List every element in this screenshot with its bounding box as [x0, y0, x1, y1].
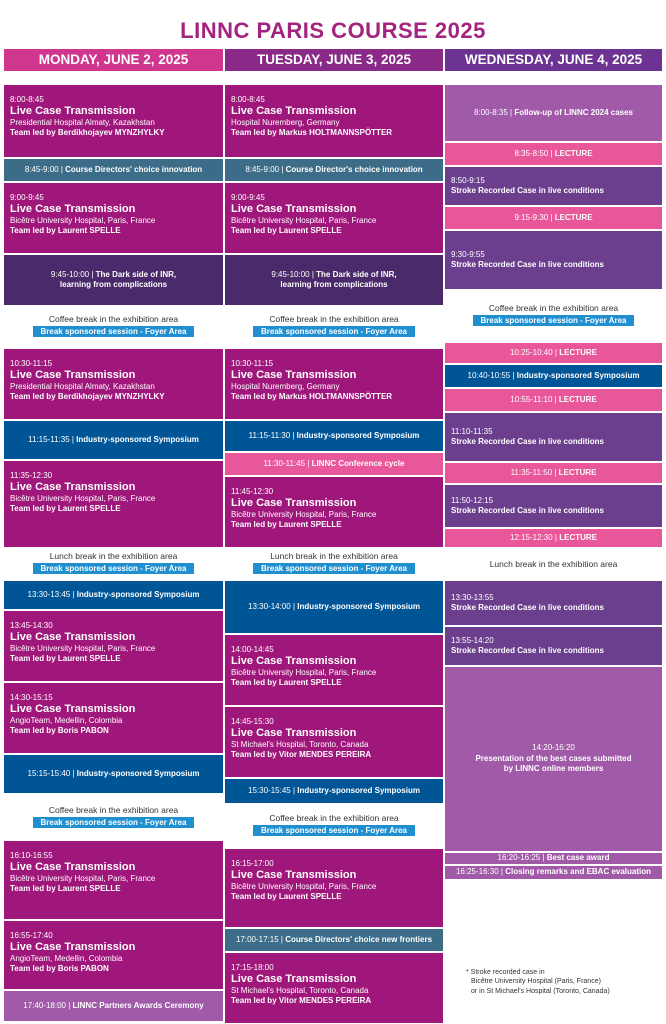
- session-label: LECTURE: [554, 212, 593, 222]
- session-time: 17:15-18:00: [231, 963, 274, 972]
- session-lead: Team led by Laurent SPELLE: [231, 520, 342, 530]
- wednesday-session-lecture: [445, 207, 662, 229]
- session-time: 8:00-8:45: [231, 95, 265, 104]
- wednesday-session-lecture: [445, 143, 662, 165]
- monday-session-live-case: [4, 85, 223, 157]
- break-sponsor-badge: Break sponsored session - Foyer Area: [253, 326, 415, 337]
- session-time: 13:30-14:00 |: [248, 601, 298, 611]
- session-label: Stroke Recorded Case in live conditions: [451, 506, 604, 515]
- session-time: 17:40-18:00 |: [23, 1000, 73, 1010]
- session-lead: Team led by Laurent SPELLE: [10, 654, 121, 664]
- session-location: Bicêtre University Hospital, Paris, France: [231, 668, 377, 678]
- session-time: 14:45-15:30: [231, 717, 274, 726]
- session-label-line2: learning from complications: [280, 280, 388, 289]
- break-text: Lunch break in the exhibition area: [489, 559, 618, 569]
- monday-coffee-break: [4, 805, 223, 828]
- session-title: Live Case Transmission: [231, 497, 357, 510]
- break-sponsor-badge: Break sponsored session - Foyer Area: [33, 817, 195, 828]
- monday-session-live-case: [4, 349, 223, 419]
- session-label-line2: learning from complications: [59, 280, 168, 289]
- session-lead: Team led by Laurent SPELLE: [10, 504, 121, 514]
- monday-session-awards: [4, 991, 223, 1021]
- session-label: LECTURE: [559, 532, 597, 542]
- break-sponsor-badge: Break sponsored session - Foyer Area: [253, 825, 415, 836]
- monday-session-live-case: [4, 921, 223, 989]
- tuesday-session-live-case: [225, 707, 443, 777]
- footnote-line: Bicêtre University Hospital (Paris, France): [471, 978, 601, 986]
- session-time: 9:45-10:00 |: [50, 269, 96, 279]
- session-time: 11:50-12:15: [451, 495, 494, 505]
- session-time: 17:00-17:15 |: [235, 934, 286, 944]
- session-label: Industry-sponsored Symposium: [297, 601, 420, 611]
- wednesday-session-symposium: [445, 365, 662, 387]
- tuesday-session-symposium: [225, 421, 443, 451]
- session-label: Stroke Recorded Case in live conditions: [451, 603, 604, 612]
- session-label: LECTURE: [559, 347, 597, 357]
- session-time: 16:15-17:00: [231, 859, 274, 868]
- session-label: Industry-sponsored Symposium: [297, 785, 420, 795]
- tuesday-session-new-frontiers: [225, 929, 443, 951]
- wednesday-coffee-break: [445, 303, 662, 326]
- session-time: 14:30-15:15: [10, 693, 53, 702]
- session-location: AngioTeam, Medellin, Colombia: [10, 954, 123, 964]
- wednesday-session-best-case-award: [445, 853, 662, 864]
- session-time: 11:45-12:30: [231, 487, 274, 496]
- session-time: 9:00-9:45: [231, 193, 265, 202]
- session-location: Hospital Nuremberg, Germany: [231, 382, 340, 392]
- session-location: Bicêtre University Hospital, Paris, France: [231, 216, 377, 226]
- session-location: Bicêtre University Hospital, Paris, France: [10, 874, 156, 884]
- day-header-tuesday: TUESDAY, JUNE 3, 2025: [225, 49, 443, 71]
- monday-session-live-case: [4, 461, 223, 547]
- wednesday-session-lecture: [445, 529, 662, 547]
- session-time: 14:20-16:20: [532, 743, 575, 753]
- session-location: Bicêtre University Hospital, Paris, France: [10, 494, 156, 504]
- session-label: Industry-sponsored Symposium: [76, 434, 199, 444]
- session-time: 13:30-13:45 |: [27, 589, 77, 599]
- session-title: Live Case Transmission: [231, 655, 357, 668]
- session-time: 13:30-13:55: [451, 592, 494, 602]
- monday-session-symposium: [4, 755, 223, 793]
- wednesday-session-best-cases: [445, 667, 662, 851]
- break-sponsor-badge: Break sponsored session - Foyer Area: [253, 563, 415, 574]
- break-text: Lunch break in the exhibition area: [49, 551, 178, 561]
- session-time: 9:15-9:30 |: [514, 212, 555, 222]
- session-title: Live Case Transmission: [231, 203, 357, 216]
- session-label: Closing remarks and EBAC evaluation: [505, 867, 652, 877]
- session-lead: Team led by Vitor MENDES PEREIRA: [231, 996, 372, 1006]
- session-lead: Team led by Laurent SPELLE: [10, 226, 121, 236]
- session-label: Course Directors' choice new frontiers: [285, 934, 433, 944]
- wednesday-lunch-break: [445, 559, 662, 569]
- break-text: Coffee break in the exhibition area: [269, 314, 399, 324]
- footnote-line: * Stroke recorded case in: [466, 969, 545, 976]
- tuesday-session-live-case: [225, 349, 443, 419]
- wednesday-session-closing-remarks: [445, 866, 662, 879]
- day-header-wednesday: WEDNESDAY, JUNE 4, 2025: [445, 49, 662, 71]
- monday-session-live-case: [4, 183, 223, 253]
- tuesday-session-symposium: [225, 779, 443, 803]
- session-label: Best case award: [546, 853, 610, 863]
- session-time: 10:30-11:15: [231, 359, 274, 368]
- footnote-line: or in St Michael's Hospital (Toronto, Canada): [471, 987, 610, 995]
- session-lead: Team led by Markus HOLTMANNSPÖTTER: [231, 392, 393, 402]
- wednesday-session-lecture: [445, 463, 662, 483]
- session-title: Live Case Transmission: [10, 203, 136, 216]
- session-time: 11:35-11:50 |: [510, 467, 559, 477]
- session-time: 16:20-16:25 |: [497, 853, 547, 863]
- session-label: The Dark side of INR,: [95, 269, 177, 279]
- session-title: Live Case Transmission: [231, 869, 357, 882]
- session-lead: Team led by Laurent SPELLE: [231, 226, 342, 236]
- session-title: Live Case Transmission: [10, 703, 136, 716]
- tuesday-session-live-case: [225, 953, 443, 1023]
- day-header-monday: MONDAY, JUNE 2, 2025: [4, 49, 223, 71]
- session-title: Live Case Transmission: [231, 973, 357, 986]
- session-label: Stroke Recorded Case in live conditions: [451, 437, 604, 446]
- session-label: The Dark side of INR,: [316, 269, 397, 279]
- session-label: Presentation of the best cases submitted: [475, 753, 632, 763]
- session-label: Industry-sponsored Symposium: [516, 370, 640, 380]
- wednesday-session-stroke-case: [445, 485, 662, 527]
- session-time: 16:55-17:40: [10, 931, 53, 940]
- session-time: 10:40-10:55 |: [467, 370, 517, 380]
- session-time: 8:00-8:45: [10, 95, 44, 104]
- tuesday-session-conference-cycle: [225, 453, 443, 475]
- session-location: Presidential Hospital Almaty, Kazakhstan: [10, 118, 155, 128]
- tuesday-lunch-break: [225, 551, 443, 574]
- session-time: 10:55-11:10 |: [510, 394, 559, 404]
- session-time: 13:55-14:20: [451, 635, 494, 645]
- page-title: LINNC PARIS COURSE 2025: [180, 18, 486, 43]
- session-label: Stroke Recorded Case in live conditions: [451, 260, 604, 269]
- session-time: 11:30-11:45 |: [263, 458, 312, 468]
- session-label: Industry-sponsored Symposium: [296, 430, 420, 440]
- session-title: Live Case Transmission: [10, 861, 136, 874]
- tuesday-session-dark-side: [225, 255, 443, 305]
- session-label: LECTURE: [558, 467, 597, 477]
- session-time: 13:45-14:30: [10, 621, 53, 630]
- monday-lunch-break: [4, 551, 223, 574]
- session-lead: Team led by Boris PABON: [10, 726, 109, 736]
- session-time: 15:30-15:45 |: [248, 785, 298, 795]
- session-time: 8:45-9:00 |: [245, 164, 286, 174]
- session-label: Industry-sponsored Symposium: [76, 768, 200, 778]
- session-lead: Team led by Berdikhojayev MYNZHYLKY: [10, 128, 165, 138]
- wednesday-session-stroke-case: [445, 627, 662, 665]
- session-location: AngioTeam, Medellin, Colombia: [10, 716, 123, 726]
- tuesday-session-live-case: [225, 635, 443, 705]
- session-time: 9:00-9:45: [10, 193, 44, 202]
- session-lead: Team led by Boris PABON: [10, 964, 109, 974]
- session-time: 14:00-14:45: [231, 645, 274, 654]
- session-label-line2: by LINNC online members: [503, 764, 604, 774]
- wednesday-session-stroke-case: [445, 167, 662, 205]
- session-label: Course Director's choice innovation: [285, 164, 423, 174]
- break-text: Coffee break in the exhibition area: [488, 303, 619, 313]
- monday-session-dark-side: [4, 255, 223, 305]
- footnote: [466, 968, 610, 996]
- session-location: Bicêtre University Hospital, Paris, France: [10, 644, 156, 654]
- session-title: Live Case Transmission: [10, 941, 136, 954]
- wednesday-session-follow-up: [445, 85, 662, 141]
- tuesday-session-live-case: [225, 183, 443, 253]
- break-text: Coffee break in the exhibition area: [48, 314, 179, 324]
- session-lead: Team led by Markus HOLTMANNSPÖTTER: [231, 128, 393, 138]
- session-label: LECTURE: [554, 148, 593, 158]
- session-label: LINNC Conference cycle: [311, 458, 405, 468]
- session-time: 12:15-12:30 |: [509, 532, 560, 542]
- break-text: Coffee break in the exhibition area: [48, 805, 179, 815]
- tuesday-session-symposium: [225, 581, 443, 633]
- tuesday-coffee-break: [225, 314, 443, 337]
- monday-session-directors-choice: [4, 159, 223, 181]
- wednesday-session-lecture: [445, 343, 662, 363]
- tuesday-session-live-case: [225, 477, 443, 547]
- session-title: Live Case Transmission: [231, 369, 357, 382]
- tuesday-session-live-case: [225, 85, 443, 157]
- session-time: 11:35-12:30: [10, 471, 53, 480]
- session-location: Bicêtre University Hospital, Paris, France: [231, 882, 377, 892]
- session-time: 8:45-9:00 |: [24, 164, 66, 174]
- monday-coffee-break: [4, 314, 223, 337]
- session-lead: Team led by Vitor MENDES PEREIRA: [231, 750, 372, 760]
- monday-session-live-case: [4, 683, 223, 753]
- tuesday-session-directors-choice: [225, 159, 443, 181]
- break-sponsor-badge: Break sponsored session - Foyer Area: [33, 326, 195, 337]
- session-label: LINNC Partners Awards Ceremony: [72, 1000, 204, 1010]
- session-label: Follow-up of LINNC 2024 cases: [514, 107, 634, 117]
- tuesday-coffee-break: [225, 813, 443, 836]
- break-sponsor-badge: Break sponsored session - Foyer Area: [473, 315, 635, 326]
- wednesday-session-stroke-case: [445, 413, 662, 461]
- session-title: Live Case Transmission: [231, 105, 357, 118]
- session-title: Live Case Transmission: [10, 369, 136, 382]
- session-time: 9:30-9:55: [451, 249, 485, 259]
- wednesday-session-lecture: [445, 389, 662, 411]
- session-title: Live Case Transmission: [10, 481, 136, 494]
- session-label: Industry-sponsored Symposium: [76, 589, 200, 599]
- session-time: 9:45-10:00 |: [271, 269, 317, 279]
- session-time: 16:25-16:30 |: [455, 867, 506, 877]
- session-time: 16:10-16:55: [10, 851, 53, 860]
- session-location: St Michael's Hospital, Toronto, Canada: [231, 986, 369, 996]
- session-lead: Team led by Laurent SPELLE: [231, 892, 342, 902]
- session-location: Bicêtre University Hospital, Paris, France: [10, 216, 156, 226]
- session-location: Hospital Nuremberg, Germany: [231, 118, 340, 128]
- session-lead: Team led by Berdikhojayev MYNZHYLKY: [10, 392, 165, 402]
- tuesday-session-live-case: [225, 849, 443, 927]
- session-time: 11:10-11:35: [451, 426, 493, 436]
- session-location: Bicêtre University Hospital, Paris, France: [231, 510, 377, 520]
- wednesday-session-stroke-case: [445, 231, 662, 289]
- session-label: Course Directors' choice innovation: [65, 164, 203, 174]
- session-lead: Team led by Laurent SPELLE: [10, 884, 121, 894]
- session-time: 11:15-11:30 |: [248, 430, 297, 440]
- session-time: 8:50-9:15: [451, 175, 485, 185]
- session-time: 10:30-11:15: [10, 359, 53, 368]
- session-title: Live Case Transmission: [10, 105, 136, 118]
- session-time: 8:35-8:50 |: [514, 148, 555, 158]
- monday-session-symposium: [4, 421, 223, 459]
- break-text: Coffee break in the exhibition area: [269, 813, 399, 823]
- session-time: 10:25-10:40 |: [509, 347, 560, 357]
- wednesday-session-stroke-case: [445, 581, 662, 625]
- session-label: LECTURE: [558, 394, 597, 404]
- session-time: 8:00-8:35 |: [473, 107, 515, 117]
- monday-session-live-case: [4, 841, 223, 919]
- session-time: 15:15-15:40 |: [27, 768, 77, 778]
- session-label: Stroke Recorded Case in live conditions: [451, 186, 604, 195]
- session-location: Presidential Hospital Almaty, Kazakhstan: [10, 382, 155, 392]
- session-title: Live Case Transmission: [10, 631, 136, 644]
- session-time: 11:15-11:35 |: [28, 434, 77, 444]
- session-lead: Team led by Laurent SPELLE: [231, 678, 342, 688]
- break-text: Lunch break in the exhibition area: [270, 551, 398, 561]
- break-sponsor-badge: Break sponsored session - Foyer Area: [33, 563, 195, 574]
- session-label: Stroke Recorded Case in live conditions: [451, 646, 604, 655]
- session-title: Live Case Transmission: [231, 727, 357, 740]
- session-location: St Michael's Hospital, Toronto, Canada: [231, 740, 369, 750]
- monday-session-symposium: [4, 581, 223, 609]
- monday-session-live-case: [4, 611, 223, 681]
